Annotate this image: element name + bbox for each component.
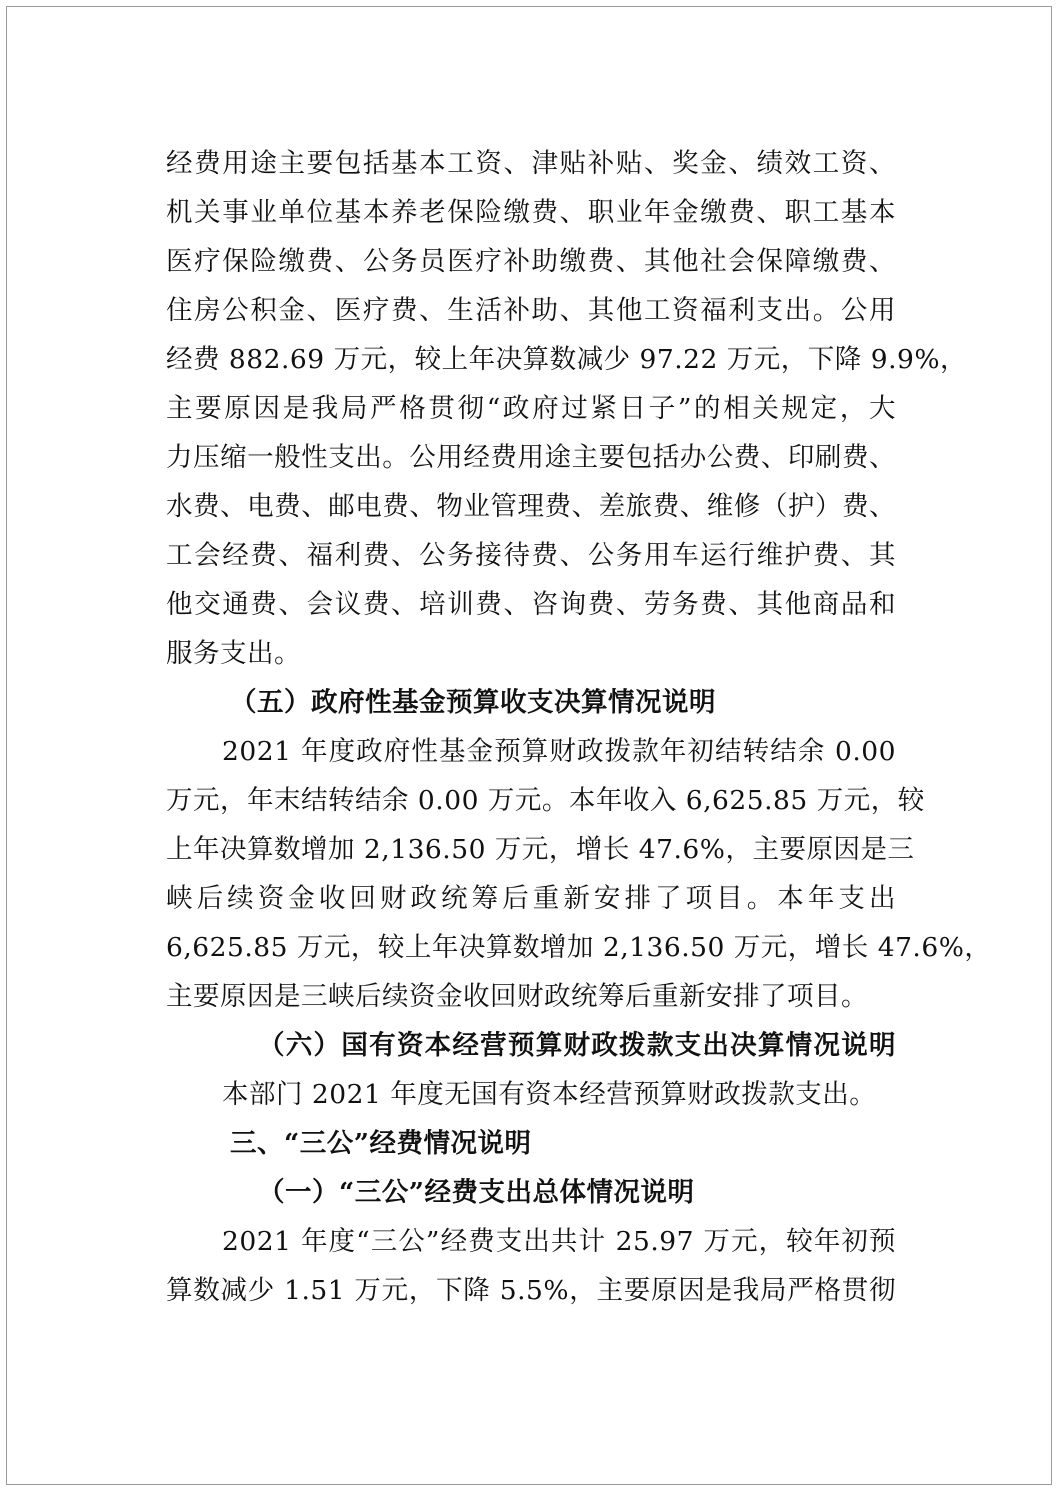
chapter-heading-3: 三、“三公”经费情况说明	[230, 1128, 532, 1159]
body-text-line: 力压缩一般性支出。公用经费用途主要包括办公费、印刷费、	[166, 442, 896, 473]
body-text-line: 主要原因是我局严格贯彻“政府过紧日子”的相关规定，大	[166, 393, 896, 424]
body-text-line: 峡后续资金收回财政统筹后重新安排了项目。本年支出	[166, 883, 896, 914]
body-text-line: 上年决算数增加 2,136.50 万元，增长 47.6%，主要原因是三	[166, 834, 915, 865]
section-heading-6: （六）国有资本经营预算财政拨款支出决算情况说明	[258, 1030, 896, 1061]
section-heading-1: （一）“三公”经费支出总体情况说明	[258, 1177, 695, 1208]
body-text-line: 本部门 2021 年度无国有资本经营预算财政拨款支出。	[222, 1079, 877, 1110]
body-text-line: 水费、电费、邮电费、物业管理费、差旅费、维修（护）费、	[166, 491, 896, 522]
body-text-line: 2021 年度政府性基金预算财政拨款年初结转结余 0.00	[222, 736, 896, 767]
body-text-line: 万元，年末结转结余 0.00 万元。本年收入 6,625.85 万元，较	[166, 785, 925, 816]
body-text-line: 机关事业单位基本养老保险缴费、职业年金缴费、职工基本	[166, 197, 896, 228]
body-text-line: 经费 882.69 万元，较上年决算数减少 97.22 万元，下降 9.9%，	[166, 344, 968, 375]
body-text-line: 他交通费、会议费、培训费、咨询费、劳务费、其他商品和	[166, 589, 896, 620]
body-text-line: 2021 年度“三公”经费支出共计 25.97 万元，较年初预	[222, 1226, 896, 1257]
section-heading-5: （五）政府性基金预算收支决算情况说明	[230, 687, 716, 718]
body-text-line: 主要原因是三峡后续资金收回财政统筹后重新安排了项目。	[166, 981, 868, 1012]
body-text-line: 经费用途主要包括基本工资、津贴补贴、奖金、绩效工资、	[166, 148, 896, 179]
body-text-line: 6,625.85 万元，较上年决算数增加 2,136.50 万元，增长 47.6%，	[166, 932, 992, 963]
body-text-line: 住房公积金、医疗费、生活补助、其他工资福利支出。公用	[166, 295, 896, 326]
body-text-line: 工会经费、福利费、公务接待费、公务用车运行维护费、其	[166, 540, 896, 571]
body-text-line: 算数减少 1.51 万元，下降 5.5%，主要原因是我局严格贯彻	[166, 1275, 896, 1306]
body-text-line: 医疗保险缴费、公务员医疗补助缴费、其他社会保障缴费、	[166, 246, 896, 277]
body-text-line: 服务支出。	[166, 638, 301, 669]
